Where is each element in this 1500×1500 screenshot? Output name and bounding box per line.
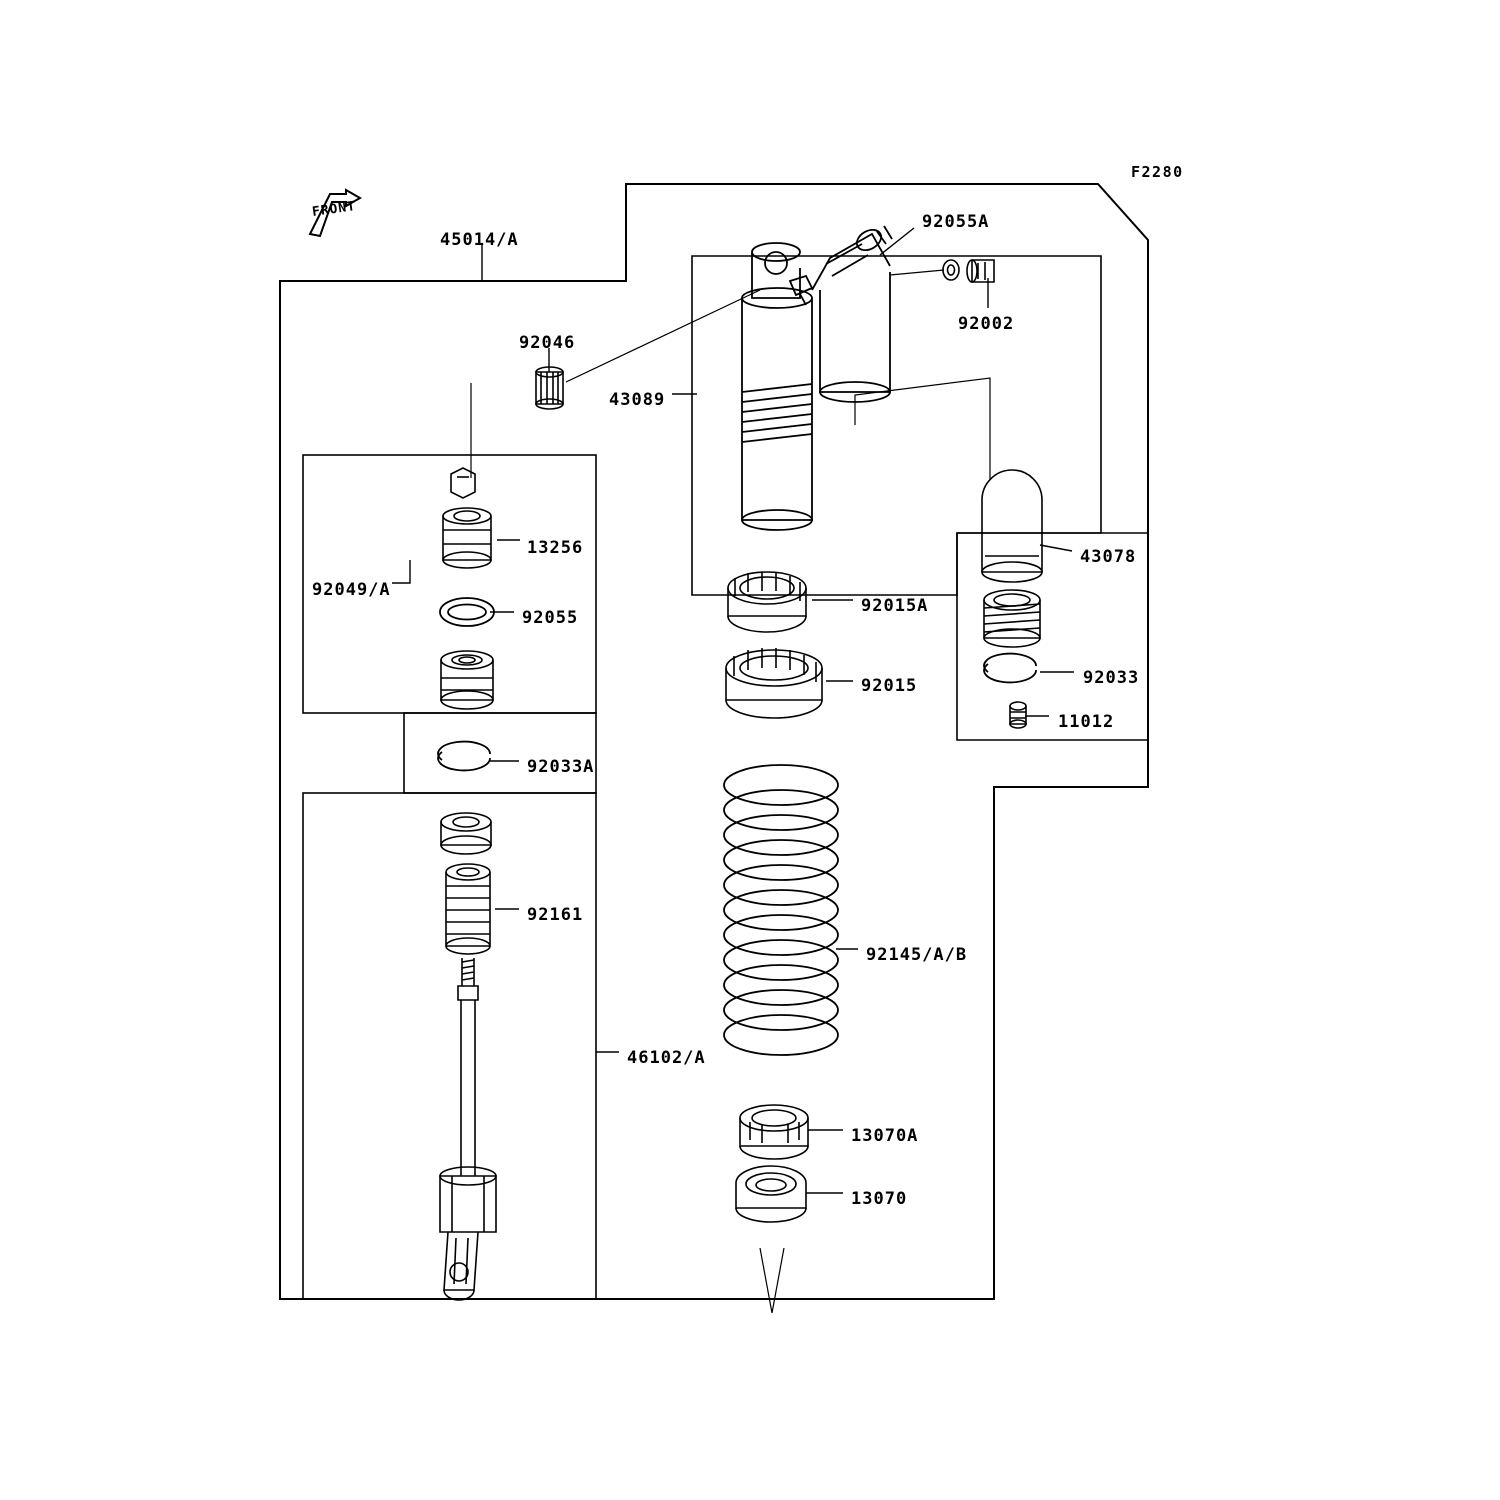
part-43089-art xyxy=(742,226,892,530)
callout-92033a[interactable]: 92033A xyxy=(527,757,595,777)
part-92055-oring-art xyxy=(440,598,494,626)
group-box-92033a xyxy=(404,713,596,793)
callout-92033[interactable]: 92033 xyxy=(1083,668,1140,688)
part-13070-art xyxy=(736,1166,806,1222)
callout-45014[interactable]: 45014/A xyxy=(440,230,519,250)
part-bushing-art xyxy=(441,813,491,854)
callout-92055[interactable]: 92055 xyxy=(522,608,579,628)
part-nut-art xyxy=(451,468,475,498)
phantom-line-92055a-2 xyxy=(890,270,944,275)
part-92015-art xyxy=(726,648,822,718)
callout-92015a[interactable]: 92015A xyxy=(861,596,929,616)
part-92033a-art xyxy=(438,742,490,771)
callout-11012[interactable]: 11012 xyxy=(1058,712,1115,732)
part-92015a-art xyxy=(728,572,806,632)
part-13256-art xyxy=(443,508,491,568)
group-box-43089 xyxy=(692,256,1101,595)
part-92161-art xyxy=(446,864,490,954)
phantom-line-92046 xyxy=(566,290,760,382)
phantom-line-bottom-2 xyxy=(772,1248,784,1313)
part-92046-art xyxy=(536,367,563,409)
part-92055a-art xyxy=(943,260,959,280)
part-92145-art xyxy=(724,765,838,1055)
part-13070a-art xyxy=(740,1105,808,1159)
callout-43078[interactable]: 43078 xyxy=(1080,547,1137,567)
callout-92055a[interactable]: 92055A xyxy=(922,212,990,232)
group-box-46102 xyxy=(303,793,596,1299)
phantom-line-bottom xyxy=(760,1248,772,1313)
part-92002-art xyxy=(967,260,994,282)
callout-46102[interactable]: 46102/A xyxy=(627,1048,706,1068)
part-46102-art xyxy=(440,958,496,1300)
callout-13070a[interactable]: 13070A xyxy=(851,1126,919,1146)
callout-92049[interactable]: 92049/A xyxy=(312,580,391,600)
part-11012-art xyxy=(1010,702,1026,728)
callout-92046[interactable]: 92046 xyxy=(519,333,576,353)
leader-92049 xyxy=(392,560,410,583)
sheet-code: F2280 xyxy=(1131,163,1184,181)
callout-92161[interactable]: 92161 xyxy=(527,905,584,925)
front-label: FRONT xyxy=(311,199,357,220)
part-lower-seal-art xyxy=(441,651,493,709)
leader-43078 xyxy=(1040,545,1072,551)
callout-92145[interactable]: 92145/A/B xyxy=(866,945,968,965)
callout-13256[interactable]: 13256 xyxy=(527,538,584,558)
part-reservoir-thread-art xyxy=(984,590,1040,647)
callout-92002[interactable]: 92002 xyxy=(958,314,1015,334)
outer-boundary xyxy=(280,184,1148,1299)
callout-43089[interactable]: 43089 xyxy=(609,390,666,410)
callout-92015[interactable]: 92015 xyxy=(861,676,918,696)
part-92033-art xyxy=(984,654,1036,683)
phantom-line-right xyxy=(855,378,990,480)
part-43078-art xyxy=(982,470,1042,582)
callout-13070[interactable]: 13070 xyxy=(851,1189,908,1209)
